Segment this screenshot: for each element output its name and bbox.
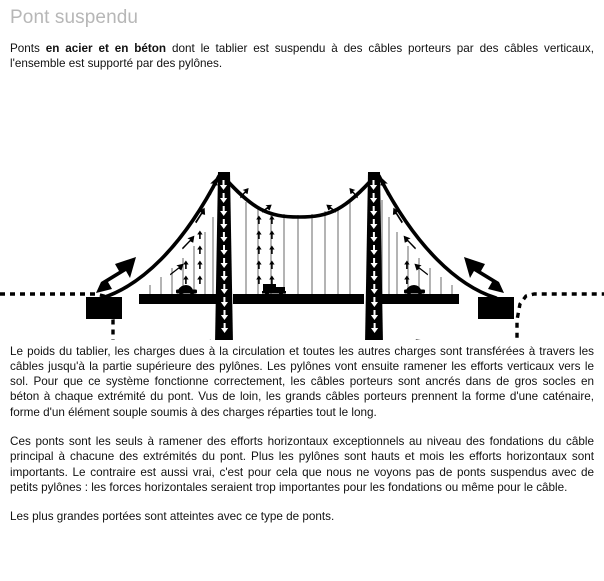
intro-paragraph: [0, 41, 604, 72]
vehicle-truck-center: [262, 284, 286, 296]
anchor-block-left: [86, 297, 122, 319]
intro-bold-phrase: en acier et en béton: [45, 42, 167, 55]
bridge-svg: [0, 72, 604, 340]
bridge-deck: [139, 294, 459, 304]
deck-segment-center: [233, 294, 364, 304]
body-paragraphs: [0, 340, 604, 525]
page-title: Pont suspendu: [10, 7, 139, 28]
paragraph-1: Le poids du tablier, les charges dues à la circulation et toutes les autres charges sont transférées à travers les câbles jusqu'à la partie supérieure des pylônes. Les pylônes vont ensuite ramener les efforts verticaux vers le sol. Pour que ce système fonctionne correctement, les câbles porteurs sont ancrés dans de gros socles en béton à chaque extrémité du pont. Vus de loin, les grands câbles porteurs prennent la forme d'une caténaire, forme d'un élément souple soumis à des charges réparties tout le long.: [10, 344, 594, 419]
intro-prefix: Ponts: [10, 42, 46, 55]
paragraph-2: Ces ponts sont les seuls à ramener des efforts horizontaux exceptionnels au niveau des fondations du câble principal à chacune des extrémités du pont. Plus les pylônes sont hauts et mois les efforts horizontaux sont importants. Le contraire est aussi vrai, c'est pour cela que nous ne voyons pas de ponts suspendus avec de petits pylônes : les forces horizontales seraient trop importantes pour les fondations ou même pour le câble.: [10, 435, 594, 494]
paragraph-3: Les plus grandes portées sont atteintes avec ce type de ponts.: [10, 510, 335, 524]
tower-right: [365, 172, 383, 340]
horizontal-force-arrow-left: [96, 257, 136, 293]
tower-left: [215, 172, 233, 340]
deck-segment-left: [139, 294, 219, 304]
deck-segment-right: [379, 294, 459, 304]
anchor-block-right: [478, 297, 514, 319]
intro-suffix: dont le tablier est suspendu à des câbles porteurs par des câbles verticaux, l'ensemble est supporté par des pylônes.: [10, 42, 594, 71]
suspension-bridge-diagram: [0, 72, 604, 340]
vehicle-car-right: [404, 285, 425, 295]
